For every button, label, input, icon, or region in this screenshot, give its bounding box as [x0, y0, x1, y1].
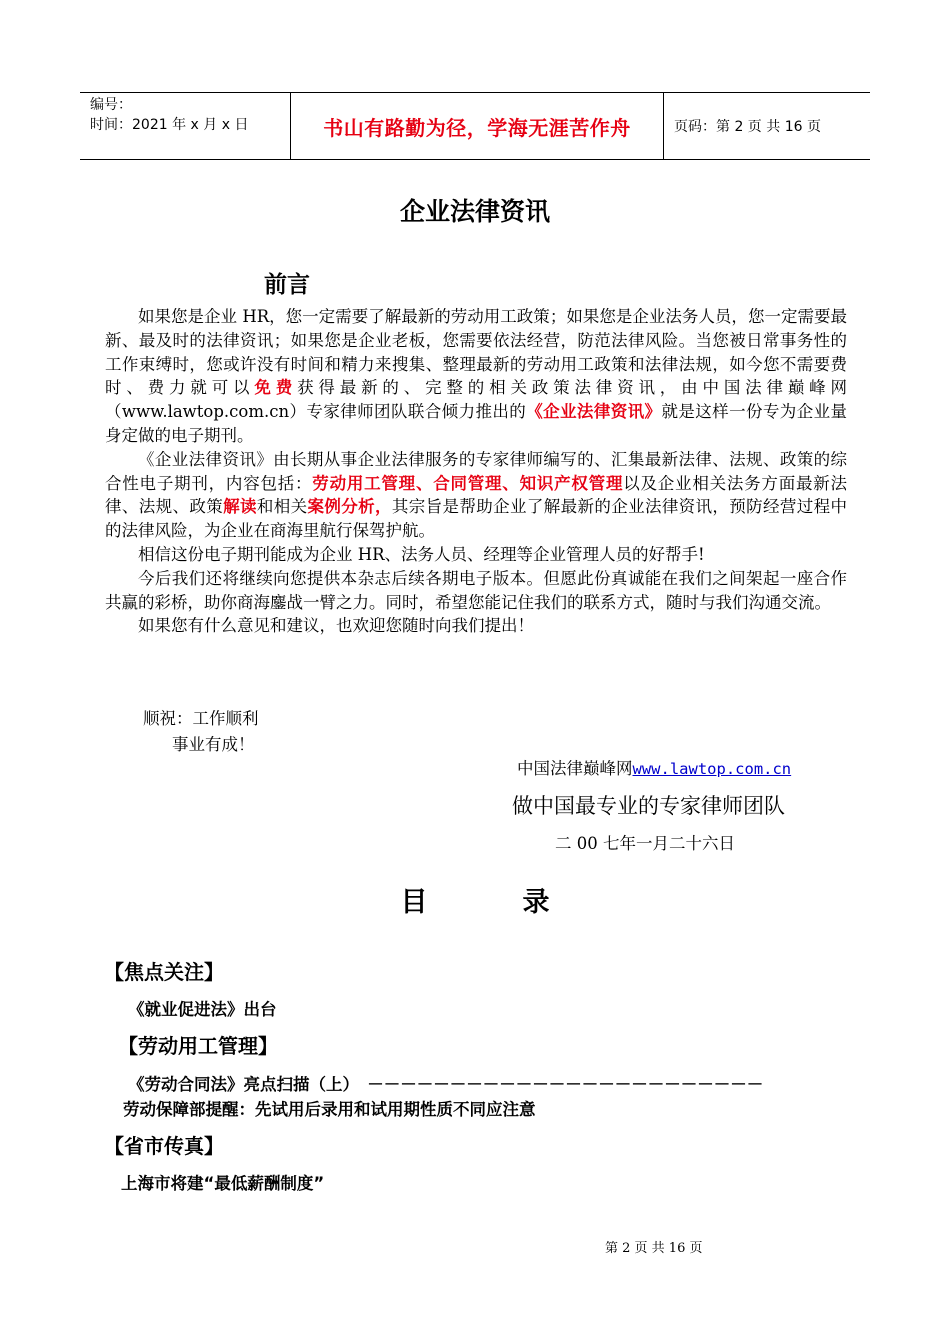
topics-highlight: 劳动用工管理、合同管理、知识产权管理	[312, 473, 624, 493]
toc-item[interactable]: 劳动保障部提醒：先试用后录用和试用期性质不同应注意	[123, 1100, 536, 1119]
toc-section-heading: 【省市传真】	[104, 1134, 224, 1158]
document-title: 企业法律资讯	[399, 197, 550, 226]
preface-paragraph-5: 如果您有什么意见和建议，也欢迎您随时向我们提出！	[138, 616, 534, 636]
signature-org: 中国法律巅峰网	[517, 759, 633, 778]
toc-title-char-2: 录	[522, 887, 550, 918]
signature-date: 二 00 七年一月二十六日	[555, 834, 735, 853]
preface-paragraph-4: 今后我们还将继续向您提供本杂志后续各期电子版本。但愿此份真诚能在我们之间架起一座合作共赢的彩桥，助你商海鏖战一臂之力。同时，希望您能记住我们的联系方式，随时与我们沟通交流。	[105, 568, 847, 612]
page-info: 页码：第 2 页 共 16 页	[674, 119, 821, 135]
toc-title	[0, 880, 950, 919]
p1-text-c: 就是这样一份专为企业量身定做的电子期刊。	[105, 402, 848, 445]
header-motto-cell	[291, 93, 664, 159]
preface-paragraph-1	[105, 305, 847, 448]
magazine-name-highlight: 《企业法律资讯》	[526, 402, 662, 422]
preface-body	[105, 305, 847, 638]
number-label: 编号：	[90, 97, 132, 113]
page-footer: 第 2 页 共 16 页	[605, 1241, 703, 1256]
toc-section-heading: 【劳动用工管理】	[118, 1034, 278, 1058]
header-motto: 书山有路勤为径，学海无涯苦作舟	[323, 115, 631, 140]
signature-slogan: 做中国最专业的专家律师团队	[512, 794, 785, 818]
preface-paragraph-3: 相信这份电子期刊能成为企业 HR、法务人员、经理等企业管理人员的好帮手!	[138, 544, 705, 564]
preface-paragraph-2	[105, 448, 847, 543]
toc-title-char-1: 目	[400, 887, 428, 918]
p1-text-b: 获得最新的、完整的相关政策法律资讯，由中国法律巅峰网（www.lawtop.com.cn）专家律师团队联合倾力推出的	[105, 378, 848, 422]
page-header	[80, 92, 870, 160]
toc-item[interactable]: 《就业促进法》出台	[128, 1000, 277, 1019]
p2-text-b: 以及企业相关法务方面最新法律、法规、政策	[105, 473, 848, 517]
toc-section-heading: 【焦点关注】	[104, 960, 224, 984]
header-meta	[80, 93, 291, 159]
header-page-info	[664, 93, 821, 159]
p2-text-a: 《企业法律资讯》由长期从事企业法律服务的专家律师编写的、汇集最新法律、法规、政策的综合性电子期刊，内容包括：	[105, 449, 847, 493]
toc-item[interactable]: 上海市将建“最低薪酬制度”	[121, 1174, 325, 1193]
closing-line-1: 顺祝：工作顺利	[143, 709, 259, 728]
case-analysis-highlight: 案例分析，	[307, 497, 392, 517]
p2-text-d: 其宗旨是帮助企业了解最新的企业法律资讯，预防经营过程中的法律风险，为企业在商海里航行保驾护航。	[105, 497, 848, 541]
p1-text-a: 如果您是企业 HR，您一定需要了解最新的劳动用工政策；如果您是企业法务人员，您一定需要最新、最及时的法律资讯；如果您是企业老板，您需要依法经营，防范法律风险。当您被日常事务性的工作束缚时，您或许没有时间和精力来搜集、整理最新的劳动用工政策和法律法规，如今您不需要费时、费力就可以	[105, 307, 847, 398]
time-label: 时间：2021 年 x 月 x 日	[90, 117, 249, 133]
closing-line-2: 事业有成！	[172, 735, 255, 754]
p2-text-c: 和相关	[256, 497, 308, 517]
toc-item[interactable]: 《劳动合同法》亮点扫描（上） －－－－－－－－－－－－－－－－－－－－－－－－	[128, 1075, 764, 1094]
preface-heading: 前言	[264, 272, 310, 298]
free-highlight: 免费	[254, 378, 298, 398]
signature-org-line	[517, 755, 791, 779]
website-link[interactable]: www.lawtop.com.cn	[632, 760, 792, 778]
interpretation-highlight: 解读	[223, 497, 257, 517]
